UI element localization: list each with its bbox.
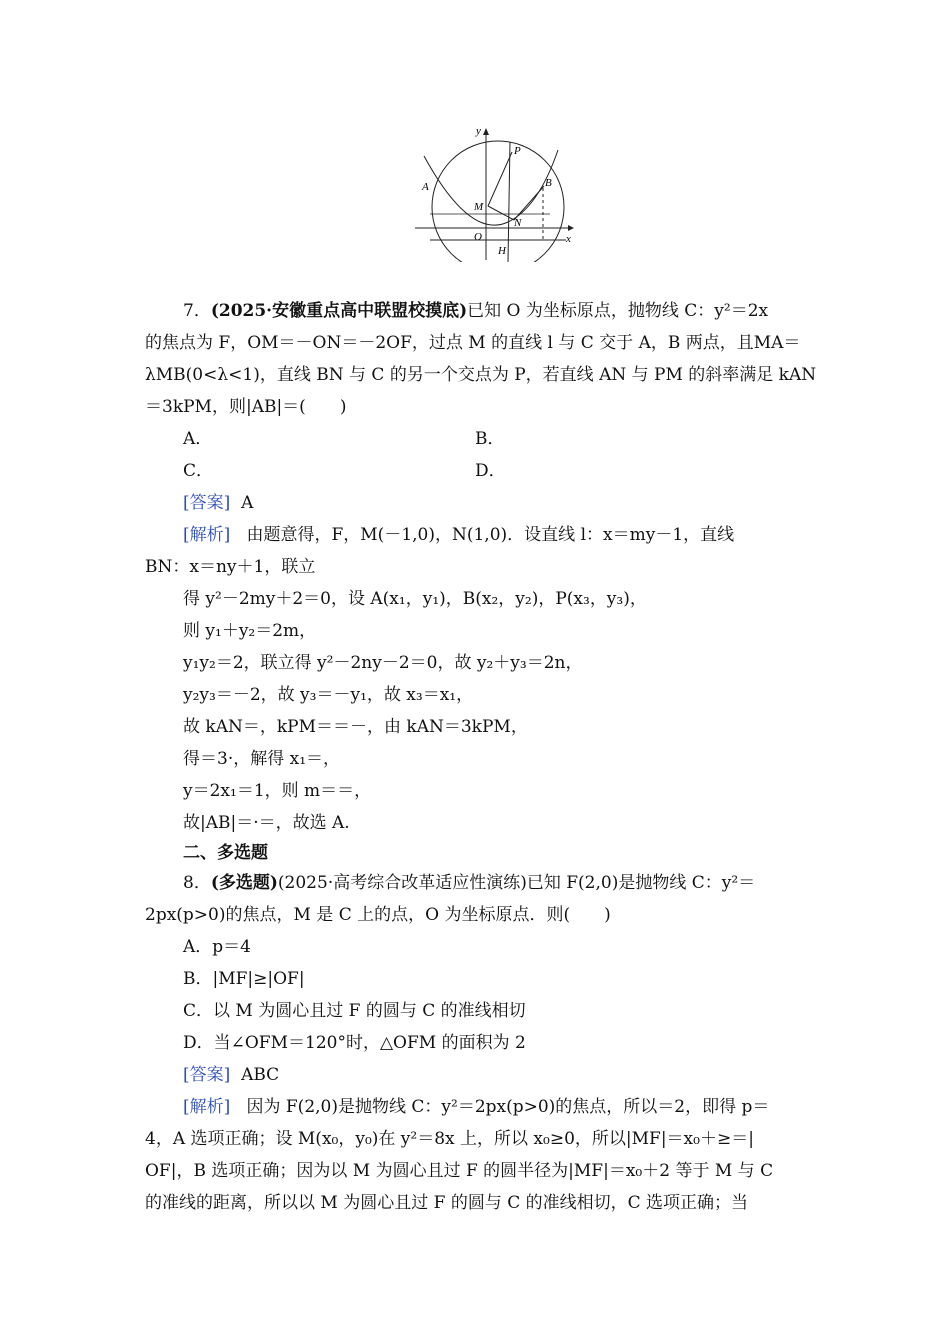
q8-analysis-1: 因为 F(2,0)是抛物线 C：y²＝2px(p>0)的焦点，所以＝2，即得 p＝ [246,1097,770,1117]
q7-analysis-7: 故 kAN＝，kPM＝＝－，由 kAN＝3kPM， [183,717,528,737]
q8-stem-2: 2px(p>0)的焦点，M 是 C 上的点，O 为坐标原点．则( ) [145,905,611,925]
q8-stem-1: (2025·高考综合改革适应性演练)已知 F(2,0)是抛物线 C：y²＝ [277,873,756,893]
label-x: x [566,233,571,245]
q7-analysis-1: 由题意得，F，M(－1,0)，N(1,0)．设直线 l：x＝my－1，直线 [246,525,735,545]
q8-answer-line [183,1064,279,1086]
q8-analysis-2: 4，A 选项正确；设 M(x₀，y₀)在 y²＝8x 上，所以 x₀≥0，所以|MF|＝x₀＋≥＝| [145,1129,754,1149]
q7-answer: A [241,493,254,513]
q8-line-1 [183,872,755,894]
q8-answer: ABC [241,1065,280,1085]
q7-stem-1: 已知 O 为坐标原点，抛物线 C：y²＝2x [467,301,769,321]
label-H: H [498,245,506,257]
q7-analysis-8: 得＝3·，解得 x₁＝， [183,749,341,769]
segment-MN [488,206,514,220]
segment-MP [488,152,512,206]
q8-analysis-3: OF|，B 选项正确；因为以 M 为圆心且过 F 的圆半径为|MF|＝x₀＋2 等于 M 与 C [145,1161,774,1181]
q8-option-d: D．当∠OFM＝120°时，△OFM 的面积为 2 [183,1033,526,1053]
q7-analysis-3: 得 y²－2my＋2＝0，设 A(x₁，y₁)，B(x₂，y₂)，P(x₃，y₃)， [183,589,647,609]
q7-option-c: C． [183,461,214,481]
q7-analysis-5: y₁y₂＝2，联立得 y²－2ny－2＝0，故 y₂＋y₃＝2n， [183,653,583,673]
q7-number: 7． [183,301,211,321]
x-axis-arrow [568,225,574,231]
q8-analysis-4: 的准线的距离，所以以 M 为圆心且过 F 的圆与 C 的准线相切，C 选项正确；当 [145,1193,749,1213]
circle [432,141,564,262]
q7-analysis-2: BN：x＝ny＋1，联立 [145,557,316,577]
label-O: O [474,231,482,243]
q7-option-a: A． [183,429,213,449]
q8-option-c: C．以 M 为圆心且过 F 的圆与 C 的准线相切 [183,1001,526,1021]
q8-option-b: B．|MF|≥|OF| [183,969,305,989]
q8-analysis-tag: [解析] [183,1097,231,1117]
label-P: P [514,145,521,157]
q7-analysis-4: 则 y₁＋y₂＝2m， [183,621,317,641]
q7-source: (2025·安徽重点高中联盟校摸底) [210,301,468,321]
q7-analysis-9: y＝2x₁＝1，则 m＝＝， [183,781,372,801]
q7-stem-4: ＝3kPM，则|AB|＝( ) [145,397,347,417]
label-N: N [514,217,522,229]
y-axis-arrow [483,128,489,135]
q7-option-b: B． [475,429,505,449]
q7-stem-2: 的焦点为 F，OM＝－ON＝－2OF，过点 M 的直线 l 与 C 交于 A，B 两点，且MA＝ [145,333,801,353]
q8-analysis-line-1 [183,1096,769,1118]
q8-option-a: A．p＝4 [183,937,251,957]
label-y: y [476,125,481,137]
q7-answer-tag: [答案] [183,493,231,513]
q7-stem-3: λMB(0<λ<1)，直线 BN 与 C 的另一个交点为 P，若直线 AN 与 PM 的斜率满足 kAN [145,365,817,385]
q7-analysis-tag: [解析] [183,525,231,545]
q7-analysis-10: 故|AB|＝·＝，故选 A. [183,813,350,833]
q7-analysis-6: y₂y₃＝－2，故 y₃＝－y₁，故 x₃＝x₁， [183,685,474,705]
q8-tag: (多选题) [210,873,278,893]
q7-answer-line [183,492,253,514]
q8-number: 8． [183,873,211,893]
segment-NB [514,186,544,220]
q8-answer-tag: [答案] [183,1065,231,1085]
label-A: A [422,181,429,193]
parabola-circle-figure [410,122,580,262]
section-heading: 二、多选题 [183,843,268,863]
label-B: B [545,177,552,189]
q7-analysis-line-1 [183,524,734,546]
q7-option-d: D． [475,461,506,481]
label-M: M [474,201,484,213]
q7-line-1 [183,300,768,322]
